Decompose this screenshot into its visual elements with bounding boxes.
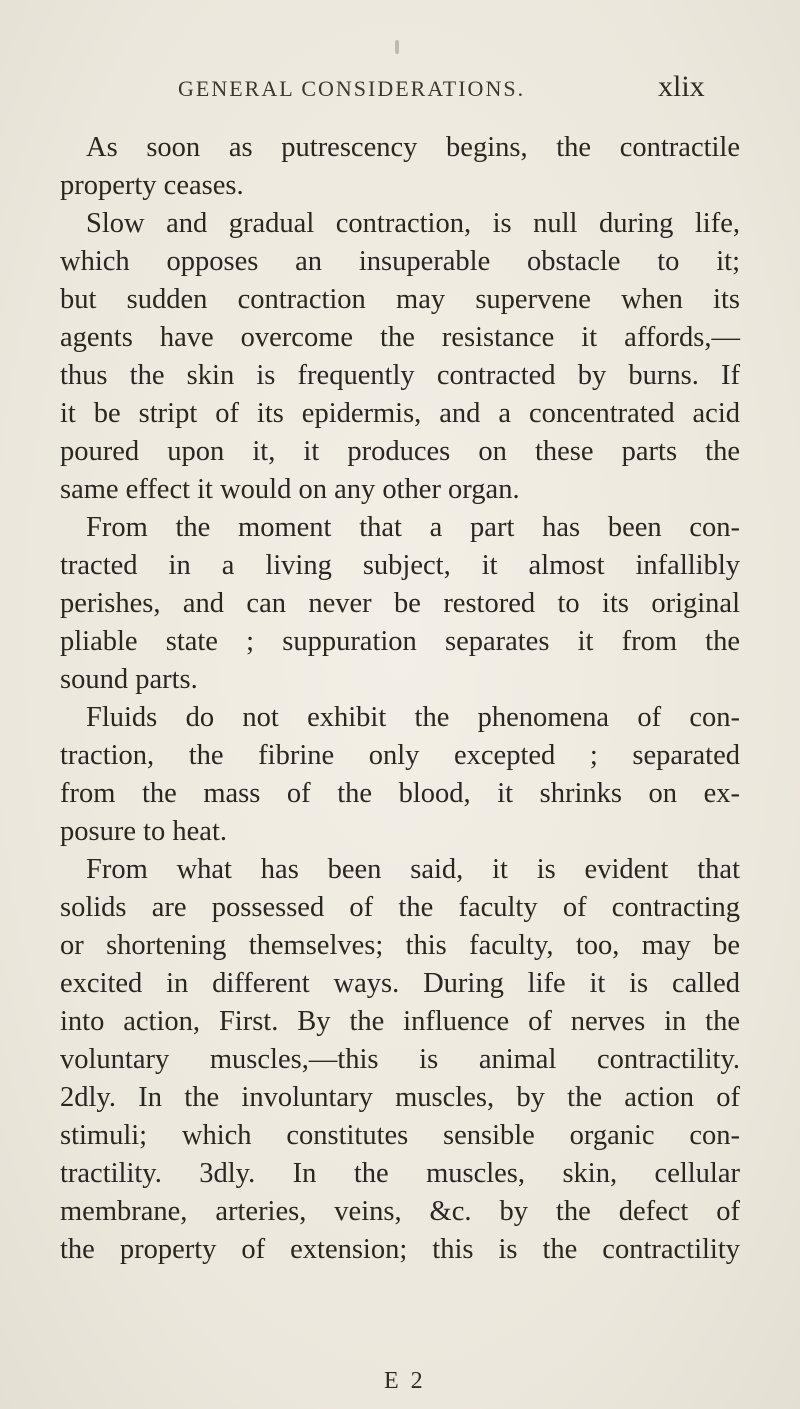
text-line: which opposes an insuperable obstacle to it; [60,246,740,277]
signature-mark: E 2 [384,1368,426,1394]
text-line: tractility. 3dly. In the muscles, skin, cellular [60,1158,740,1189]
text-line: As soon as putrescency begins, the contractile [86,132,740,163]
page-number: xlix [658,70,705,103]
text-line: traction, the fibrine only excepted ; separated [60,740,740,771]
text-line: From what has been said, it is evident that [86,854,740,885]
text-line: From the moment that a part has been con- [86,512,740,543]
text-line: membrane, arteries, veins, &c. by the defect of [60,1196,740,1227]
text-line: same effect it would on any other organ. [60,474,520,505]
text-line: tracted in a living subject, it almost infallibly [60,550,740,581]
text-line: excited in different ways. During life it is called [60,968,740,999]
running-head: GENERAL CONSIDERATIONS. [178,76,526,101]
text-line: posure to heat. [60,816,227,847]
ink-speck [395,40,399,54]
text-line: stimuli; which constitutes sensible organic con- [60,1120,740,1151]
text-line: into action, First. By the influence of nerves in the [60,1006,740,1037]
text-line: it be stript of its epidermis, and a concentrated acid [60,398,740,429]
text-line: sound parts. [60,664,198,695]
text-line: Fluids do not exhibit the phenomena of con- [86,702,740,733]
text-line: solids are possessed of the faculty of contracting [60,892,740,923]
text-line: from the mass of the blood, it shrinks on ex- [60,778,740,809]
text-line: poured upon it, it produces on these parts the [60,436,740,467]
text-line: pliable state ; suppuration separates it from the [60,626,740,657]
text-line: thus the skin is frequently contracted by burns. If [60,360,740,391]
text-line: property ceases. [60,170,244,201]
text-line: but sudden contraction may supervene when its [60,284,740,315]
text-line: 2dly. In the involuntary muscles, by the action of [60,1082,740,1113]
text-line: agents have overcome the resistance it affords,— [60,322,740,353]
text-line: Slow and gradual contraction, is null during life, [86,208,740,239]
text-line: or shortening themselves; this faculty, too, may be [60,930,740,961]
text-line: the property of extension; this is the contractility [60,1234,740,1265]
text-line: perishes, and can never be restored to its original [60,588,740,619]
text-line: voluntary muscles,—this is animal contractility. [60,1044,740,1075]
